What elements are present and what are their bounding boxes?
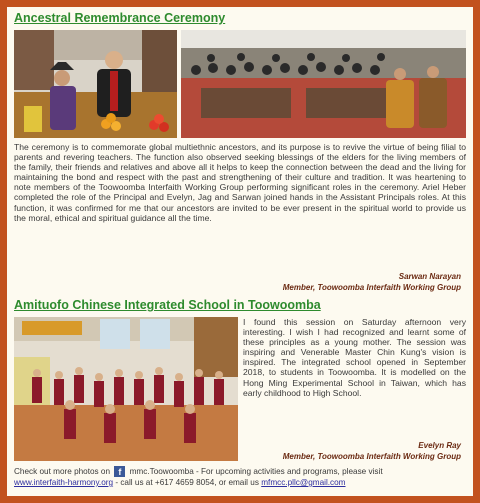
- audience-photo: [181, 30, 466, 138]
- school-photo: [14, 317, 238, 461]
- section2-body: I found this session on Saturday afternoon very interesting. I wish I had recognized and learnt some of these principles as a young mother. The session was inspiring and Venerable Master Chin Kung's vision is inspired. The integrated school opened in September 2018, to students in Toowoomba. It is modelled on the Hong Ming Experimental School in Taiwan, which has early childhood to High School.: [243, 317, 466, 398]
- footer-call-text: - call us at +617 4659 8054, or email us: [115, 478, 259, 487]
- section2-signature: [283, 440, 461, 462]
- facebook-handle-link[interactable]: mmc.Toowoomba: [129, 467, 194, 476]
- section-title-ancestral-ceremony: Ancestral Remembrance Ceremony: [14, 11, 226, 25]
- section1-author-role: Member, Toowoomba Interfaith Working Group: [282, 283, 461, 292]
- section2-author: Evelyn Ray: [418, 441, 461, 450]
- footer-mid-text: - For upcoming activities and programs, please visit: [196, 467, 383, 476]
- ceremony-photo: [14, 30, 177, 138]
- section2-author-role: Member, Toowoomba Interfaith Working Group: [282, 452, 461, 461]
- newsletter-panel: [7, 7, 473, 496]
- section1-body: The ceremony is to commemorate global multiethnic ancestors, and its purpose is to revive the virtue of being filial to parents and revering teachers. The function also observed seeking blessings of the elders for the living members of the family, their friends and relatives and above all it helps to keep the connection between the dead and the living for maintaining the bond and respect with the past and strengthening of their culture and tradition. It was heartening to note members of the Toowoomba Interfaith Working Group performing significant roles in the ceremony. Ariel Heber completed the role of the Principal and Evelyn, Jag and Sarwan joined hands in the Assistant Principals roles. At this function, it was confirmed for me that our ancestors are invited to be ever present in the spiritual world to provide us the moral, ethical and spiritual guidance all the time.: [14, 142, 466, 223]
- section-title-amituofo-school: Amituofo Chinese Integrated School in Toowoomba: [14, 298, 321, 312]
- email-link[interactable]: mfmcc.pllc@gmail.com: [261, 478, 346, 487]
- facebook-icon[interactable]: f: [114, 466, 125, 477]
- footer: [14, 466, 470, 488]
- footer-prefix: Check out more photos on: [14, 467, 111, 476]
- section1-signature: [283, 271, 461, 293]
- website-link[interactable]: www.interfaith-harmony.org: [14, 478, 114, 487]
- section1-author: Sarwan Narayan: [398, 272, 461, 281]
